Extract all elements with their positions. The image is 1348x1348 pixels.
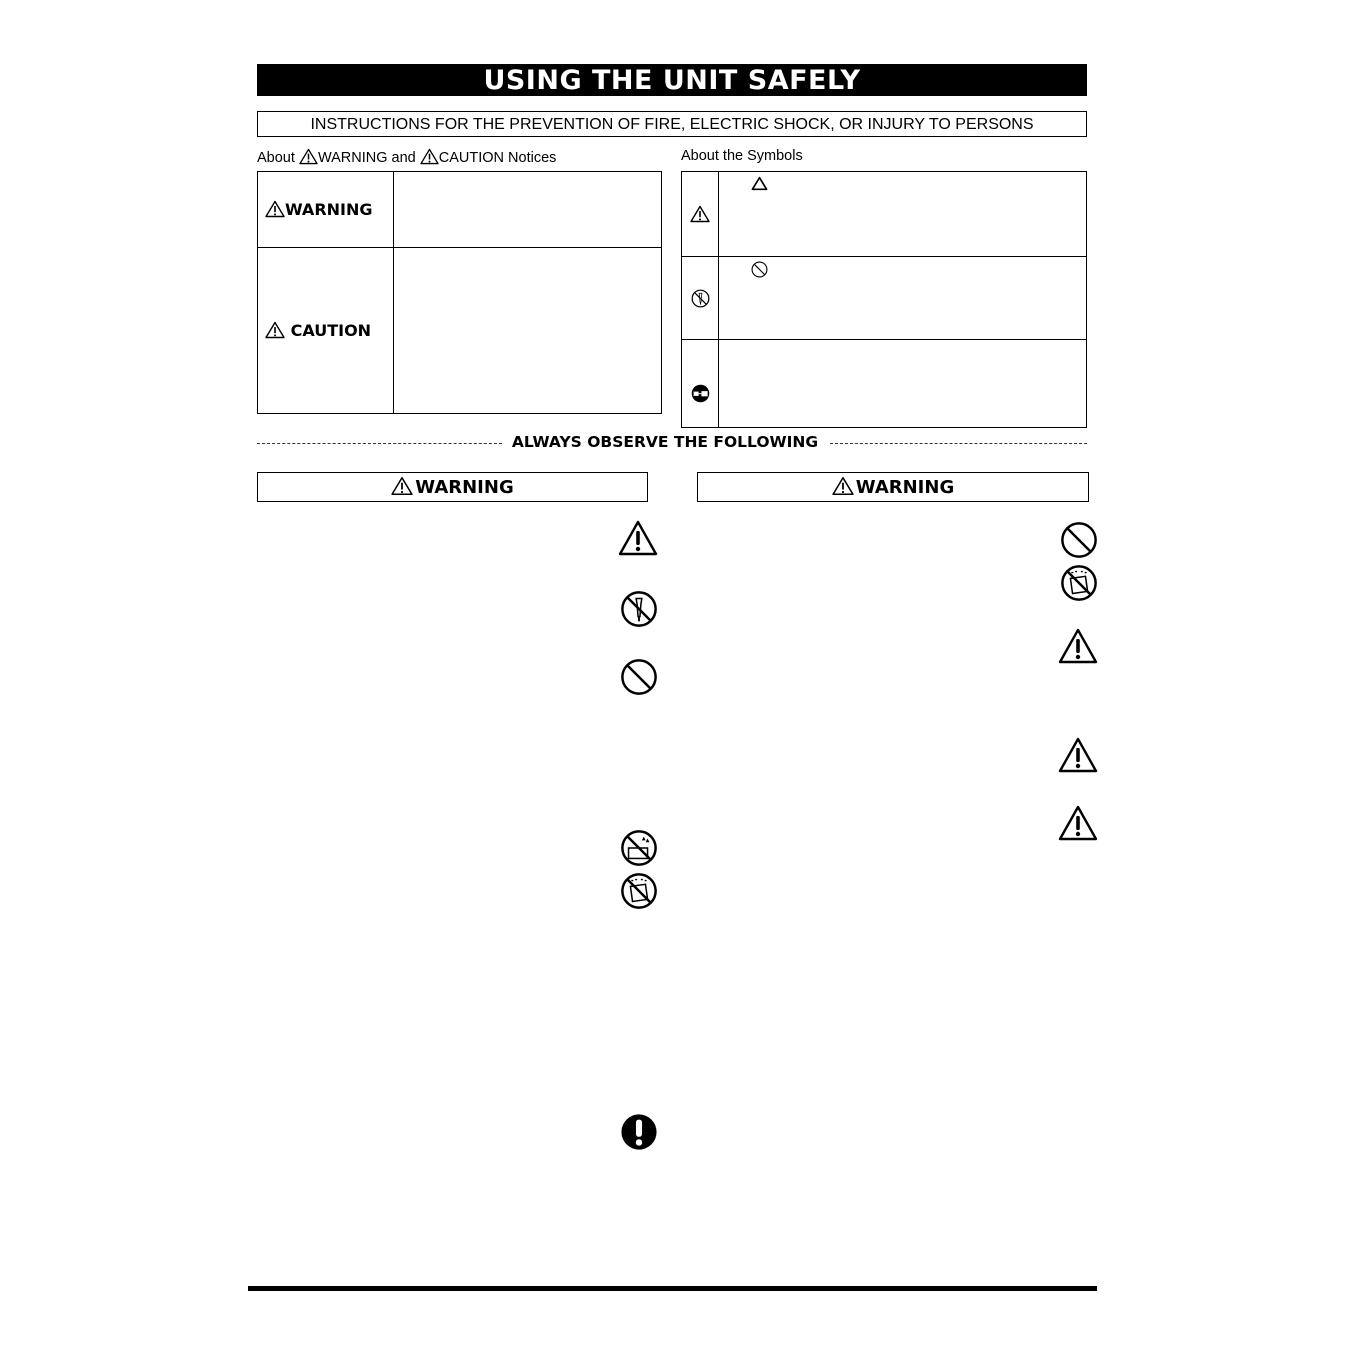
symbol-cell (682, 257, 719, 340)
warning-triangle-icon (265, 321, 285, 339)
alert-triangle-icon (1058, 628, 1098, 664)
symbols-table (681, 171, 1087, 428)
prohibited-circle-icon (751, 261, 768, 278)
no-disassemble-icon (691, 289, 710, 308)
notice-description-caution (394, 248, 662, 414)
instructions-subtitle: INSTRUCTIONS FOR THE PREVENTION OF FIRE, ELECTRIC SHOCK, OR INJURY TO PERSONS (257, 111, 1087, 137)
warning-header-label: WARNING (855, 477, 955, 498)
page-title: USING THE UNIT SAFELY (257, 64, 1087, 96)
label-caution: CAUTION (438, 150, 504, 166)
alert-triangle-icon (690, 205, 710, 223)
notices-section-label (257, 148, 556, 166)
triangle-outline-icon (751, 176, 768, 191)
no-water-icon (620, 829, 658, 867)
warning-triangle-icon (391, 476, 413, 496)
no-tilt-icon (620, 872, 658, 910)
label-warning: WARNING (317, 150, 388, 166)
warning-triangle-icon (832, 476, 854, 496)
symbol-description (719, 172, 1087, 257)
symbol-cell (682, 172, 719, 257)
notice-label-text: WARNING (285, 200, 373, 219)
dashed-divider-right (830, 443, 1087, 444)
symbol-row-mandatory (682, 340, 1087, 428)
symbols-section-label: About the Symbols (681, 148, 803, 164)
warning-triangle-icon (299, 148, 318, 165)
dashed-divider-left (257, 443, 502, 444)
mandatory-icon (620, 1113, 658, 1151)
alert-triangle-icon (618, 520, 658, 556)
no-tilt-icon (1060, 564, 1098, 602)
observe-heading: ALWAYS OBSERVE THE FOLLOWING (505, 433, 825, 451)
warning-header-right (697, 472, 1089, 502)
notice-row-warning (258, 172, 662, 248)
label-and: and (391, 150, 416, 166)
page-bottom-rule (248, 1286, 1097, 1291)
warning-header-left (257, 472, 648, 502)
warning-header-label: WARNING (415, 477, 514, 498)
symbol-row-prohibited (682, 257, 1087, 340)
unplug-icon (691, 384, 710, 403)
alert-triangle-icon (1058, 737, 1098, 773)
symbol-description (719, 340, 1087, 428)
warning-triangle-icon (420, 148, 439, 165)
symbol-cell (682, 340, 719, 428)
alert-triangle-icon (1058, 805, 1098, 841)
notice-description-warning (394, 172, 662, 248)
notice-label-warning (258, 172, 394, 248)
label-notices: Notices (508, 150, 557, 166)
warning-triangle-icon (265, 200, 285, 218)
prohibited-icon (620, 658, 658, 696)
no-disassemble-icon (620, 590, 658, 628)
prohibited-icon (1060, 521, 1098, 559)
symbol-description (719, 257, 1087, 340)
notice-label-caution (258, 248, 394, 414)
label-about: About (257, 150, 295, 166)
symbol-row-alert (682, 172, 1087, 257)
notices-table (257, 171, 662, 414)
notice-label-text: CAUTION (290, 321, 372, 340)
notice-row-caution (258, 248, 662, 414)
